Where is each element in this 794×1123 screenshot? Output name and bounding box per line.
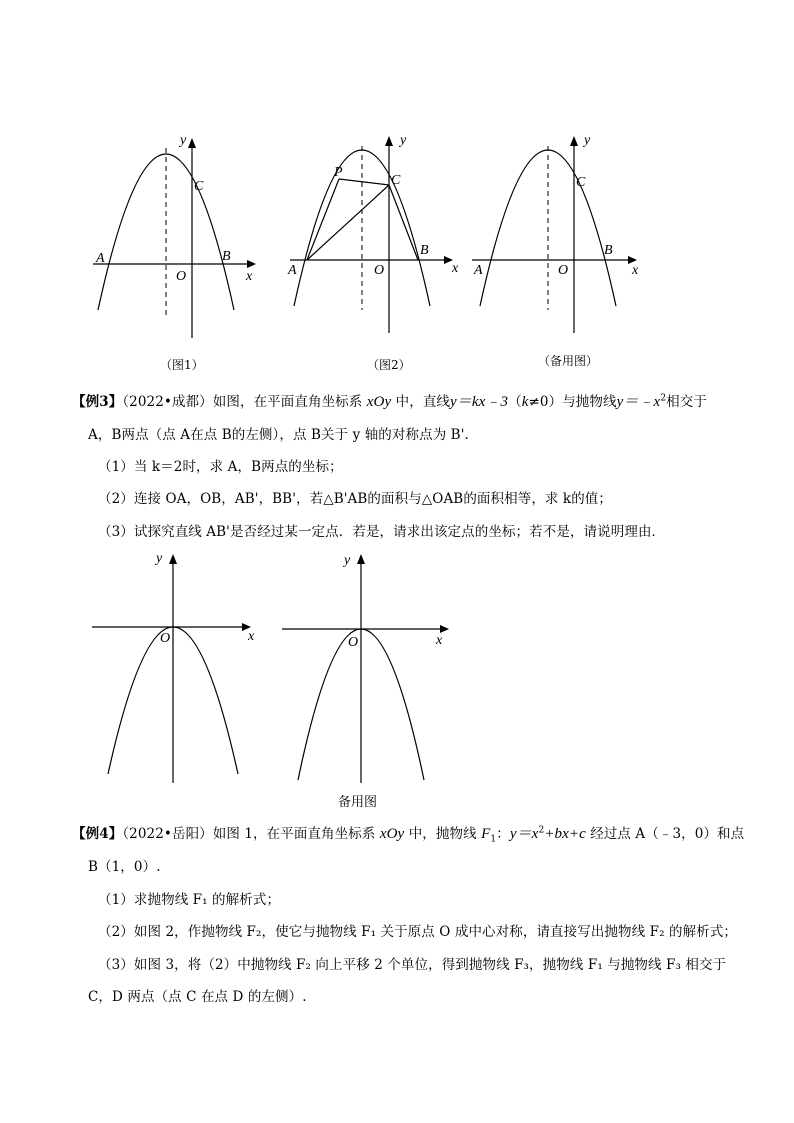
label-p: P [334, 165, 343, 180]
figure-2-caption: （图2） [367, 358, 411, 372]
example4-q3-cont: C，D 两点（点 C 在点 D 的左侧）. [88, 989, 307, 1005]
example3-text-d: 相交于 [666, 394, 707, 410]
label-o: O [558, 263, 569, 278]
label-c: C [576, 175, 586, 190]
example4-eq-exp: 2 [538, 825, 545, 836]
example3-line1 [72, 390, 707, 411]
label-b: B [222, 249, 231, 264]
label-y: y [156, 551, 163, 566]
x-axis-arrow [247, 260, 256, 268]
label-a: A [474, 263, 483, 278]
figure-mid-right [278, 548, 458, 788]
example3-source: （2022•成都） [122, 394, 213, 410]
y-axis-arrow [188, 138, 196, 148]
example3-q3: （3）试探究直线 AB'是否经过某一定点．若是，请求出该定点的坐标；若不是，请说明理由． [98, 524, 666, 540]
label-o: O [160, 631, 171, 646]
label-o: O [348, 635, 359, 650]
example3-eq2: y＝﹣x [616, 394, 661, 410]
label-x: x [436, 633, 443, 648]
example4-eq-b: +bx+c [544, 826, 586, 842]
y-axis-arrow [169, 554, 177, 564]
example4-eq-a: y＝x [509, 826, 539, 842]
example3-cond-a: （ [508, 394, 522, 410]
x-axis-arrow [440, 625, 449, 633]
example4-text-a: 如图 1，在平面直角坐标系 [212, 826, 380, 842]
example3-q2: （2）连接 OA，OB，AB'，BB'，若△B'AB的面积与△OAB的面积相等，求 k的值； [98, 491, 612, 507]
label-c: C [391, 173, 401, 188]
y-axis-arrow [385, 136, 393, 146]
label-a: A [288, 263, 297, 278]
example4-f1: F [481, 826, 491, 842]
label-x: x [632, 263, 639, 278]
example4-xoy: xOy [379, 826, 405, 842]
figure-mid-caption: 备用图 [338, 794, 378, 809]
example3-text-a: 如图，在平面直角坐标系 [212, 394, 367, 410]
example4-line2: B（1，0）. [88, 859, 161, 875]
label-b: B [604, 243, 613, 258]
example4-text-d: 经过点 A（﹣3，0）和点 [585, 826, 745, 842]
figure-3-caption: （备用图） [538, 354, 599, 368]
segment-ap [307, 179, 339, 260]
label-x: x [248, 629, 255, 644]
label-y: y [400, 133, 407, 148]
example4-q3: （3）如图 3，将（2）中抛物线 F₂ 向上平移 2 个单位，得到抛物线 F₃，抛物线 F₁ 与抛物线 F₃ 相交于 [98, 957, 727, 973]
label-x: x [452, 261, 459, 276]
label-y: y [344, 553, 351, 568]
figure-3 [466, 128, 656, 343]
label-o: O [374, 263, 385, 278]
figure-1-caption: （图1） [160, 358, 204, 372]
label-y: y [584, 133, 591, 148]
segment-cb [389, 185, 418, 260]
example4-line1 [72, 822, 744, 845]
y-axis-arrow [570, 136, 578, 146]
example3-q1: （1）当 k＝2时，求 A，B两点的坐标； [98, 459, 343, 475]
example3-text-b: 中，直线 [391, 394, 451, 410]
label-a: A [96, 251, 105, 266]
y-axis-arrow [357, 554, 365, 564]
example4-tag: 【例4】 [72, 826, 123, 842]
example3-line2: A，B两点（点 A在点 B的左侧），点 B关于 y 轴的对称点为 B'. [88, 427, 469, 443]
example4-q1: （1）求抛物线 F₁ 的解析式； [98, 892, 281, 908]
figure-2 [282, 128, 472, 343]
example4-source: （2022•岳阳） [122, 826, 213, 842]
example3-cond-b: ≠0） [528, 394, 563, 410]
segment-pc [339, 179, 389, 185]
segment-ac [307, 185, 389, 260]
figure-1 [88, 130, 268, 345]
figure-mid-left [88, 548, 268, 788]
label-y: y [180, 133, 187, 148]
label-x: x [246, 269, 253, 284]
example3-tag: 【例3】 [72, 394, 123, 410]
example4-text-b: 中，抛物线 [404, 826, 482, 842]
example4-q2: （2）如图 2，作抛物线 F₂，使它与抛物线 F₁ 关于原点 O 成中心对称，请直接写出抛物线 F₂ 的解析式； [98, 924, 738, 940]
label-b: B [420, 243, 429, 258]
example3-eq1: y＝kx﹣3 [450, 394, 509, 410]
example4-text-c: ： [496, 826, 510, 842]
example3-cond-k: k [521, 394, 529, 410]
example3-text-c: 与抛物线 [562, 394, 617, 410]
label-c: C [194, 179, 204, 194]
example4-f1-sub: 1 [490, 834, 497, 845]
label-o: O [176, 269, 187, 284]
example3-eq2-exp: 2 [660, 393, 667, 404]
example3-xoy: xOy [366, 394, 392, 410]
